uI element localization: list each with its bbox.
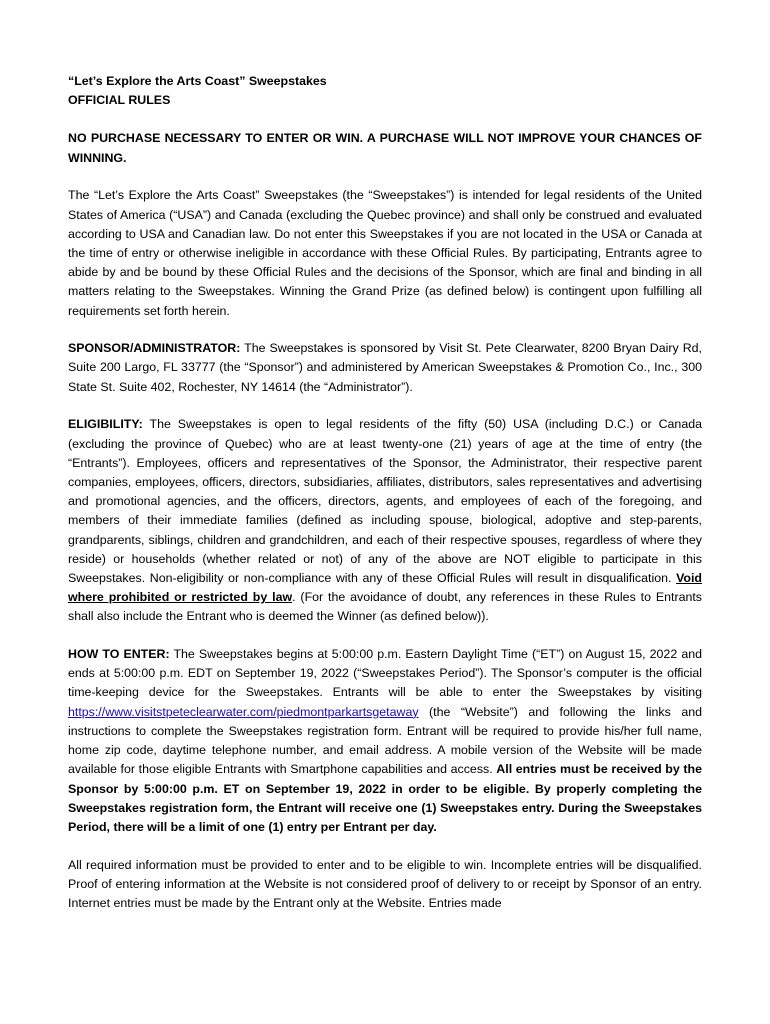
sponsor-text: The Sweepstakes is sponsored by Visit St. Pete Clearwater, 8200 Bryan Dairy Rd, Suite 200 Largo, FL 33777 (the “Sponsor”) and administered by American Sweepstakes & Promotion Co., Inc., 300 State St. Suite 402, Rochester, NY 14614 (the “Administrator”). <box>68 341 702 394</box>
eligibility-text-end: . (For the avoidance of doubt, any references in these Rules to Entrants shall also include the Entrant who is deemed the Winner (as defined below)). <box>68 590 703 624</box>
sponsor-heading: SPONSOR/ADMINISTRATOR: <box>68 341 241 356</box>
document-subtitle: OFFICIAL RULES <box>68 93 171 108</box>
void-notice: Void where prohibited or restricted by law <box>68 570 702 605</box>
document-title: “Let’s Explore the Arts Coast” Sweepstakes <box>68 74 327 88</box>
eligibility-heading: ELIGIBILITY: <box>68 417 143 432</box>
eligibility-paragraph <box>68 415 702 626</box>
sponsor-paragraph <box>68 339 702 397</box>
how-to-enter-heading: HOW TO ENTER: <box>68 647 170 662</box>
how-to-enter-text-2: (the “Website”) and following the links and instructions to complete the Sweepstakes registration form. Entrant will be required to provide his/her full name, home zip code, daytime telephone number, and email address. A mobile version of the Website will be made available for those eligible Entrants with Smartphone capabilities and access. <box>68 704 702 777</box>
how-to-enter-paragraph <box>68 645 702 837</box>
eligibility-text: The Sweepstakes is open to legal residents of the fifty (50) USA (including D.C.) or Canada (excluding the province of Quebec) who are at least twenty-one (21) years of age at the time of entry (the “Entrants”). Employees, officers and representatives of the Sponsor, the Administrator, their respective parent companies, employees, officers, directors, subsidiaries, affiliates, distributors, sales representatives and advertising and promotional agencies, and the officers, directors, agents, and employees of each of the foregoing, and members of their immediate families (defined as including spouse, biological, adoptive and step-parents, grandparents, siblings, children and grandchildren, and each of their respective spouses, regardless of where they reside) or households (whether related or not) of any of the above are NOT eligible to participate in this Sweepstakes. Non-eligibility or non-compliance with any of these Official Rules will result in disqualification. <box>68 417 702 585</box>
title-block <box>68 72 702 110</box>
how-to-enter-text: The Sweepstakes begins at 5:00:00 p.m. Eastern Daylight Time (“ET”) on August 15, 2022 and ends at 5:00:00 p.m. EDT on September 19, 2022 (“Sweepstakes Period”). The Sponsor’s computer is the official time-keeping device for the Sweepstakes. Entrants will be able to enter the Sweepstakes by visiting <box>68 647 702 700</box>
intro-paragraph: The “Let’s Explore the Arts Coast” Sweepstakes (the “Sweepstakes”) is intended for legal residents of the United States of America (“USA”) and Canada (excluding the Quebec province) and shall only be construed and evaluated according to USA and Canadian law. Do not enter this Sweepstakes if you are not located in the USA or Canada at the time of entry or otherwise ineligible in accordance with these Official Rules. By participating, Entrants agree to abide by and be bound by these Official Rules and the decisions of the Sponsor, which are final and binding in all matters relating to the Sweepstakes. Winning the Grand Prize (as defined below) is contingent upon fulfilling all requirements set forth herein. <box>68 188 702 318</box>
entry-deadline-text: All entries must be received by the Sponsor by 5:00:00 p.m. ET on September 19, 2022 in order to be eligible. By properly completing the Sweepstakes registration form, the Entrant will receive one (1) Sweepstakes entry. During the Sweepstakes Period, there will be a limit of one (1) entry per Entrant per day. <box>68 762 702 834</box>
website-link[interactable]: https://www.visitstpeteclearwater.com/piedmontparkartsgetaway <box>68 704 419 719</box>
closing-paragraph: All required information must be provided to enter and to be eligible to win. Incomplete entries will be disqualified. Proof of entering information at the Website is not considered proof of delivery to or receipt by Sponsor of an entry. Internet entries must be made by the Entrant only at the Website. Entries made <box>68 857 702 911</box>
purchase-notice: NO PURCHASE NECESSARY TO ENTER OR WIN. A PURCHASE WILL NOT IMPROVE YOUR CHANCES OF WINNING. <box>68 131 702 165</box>
